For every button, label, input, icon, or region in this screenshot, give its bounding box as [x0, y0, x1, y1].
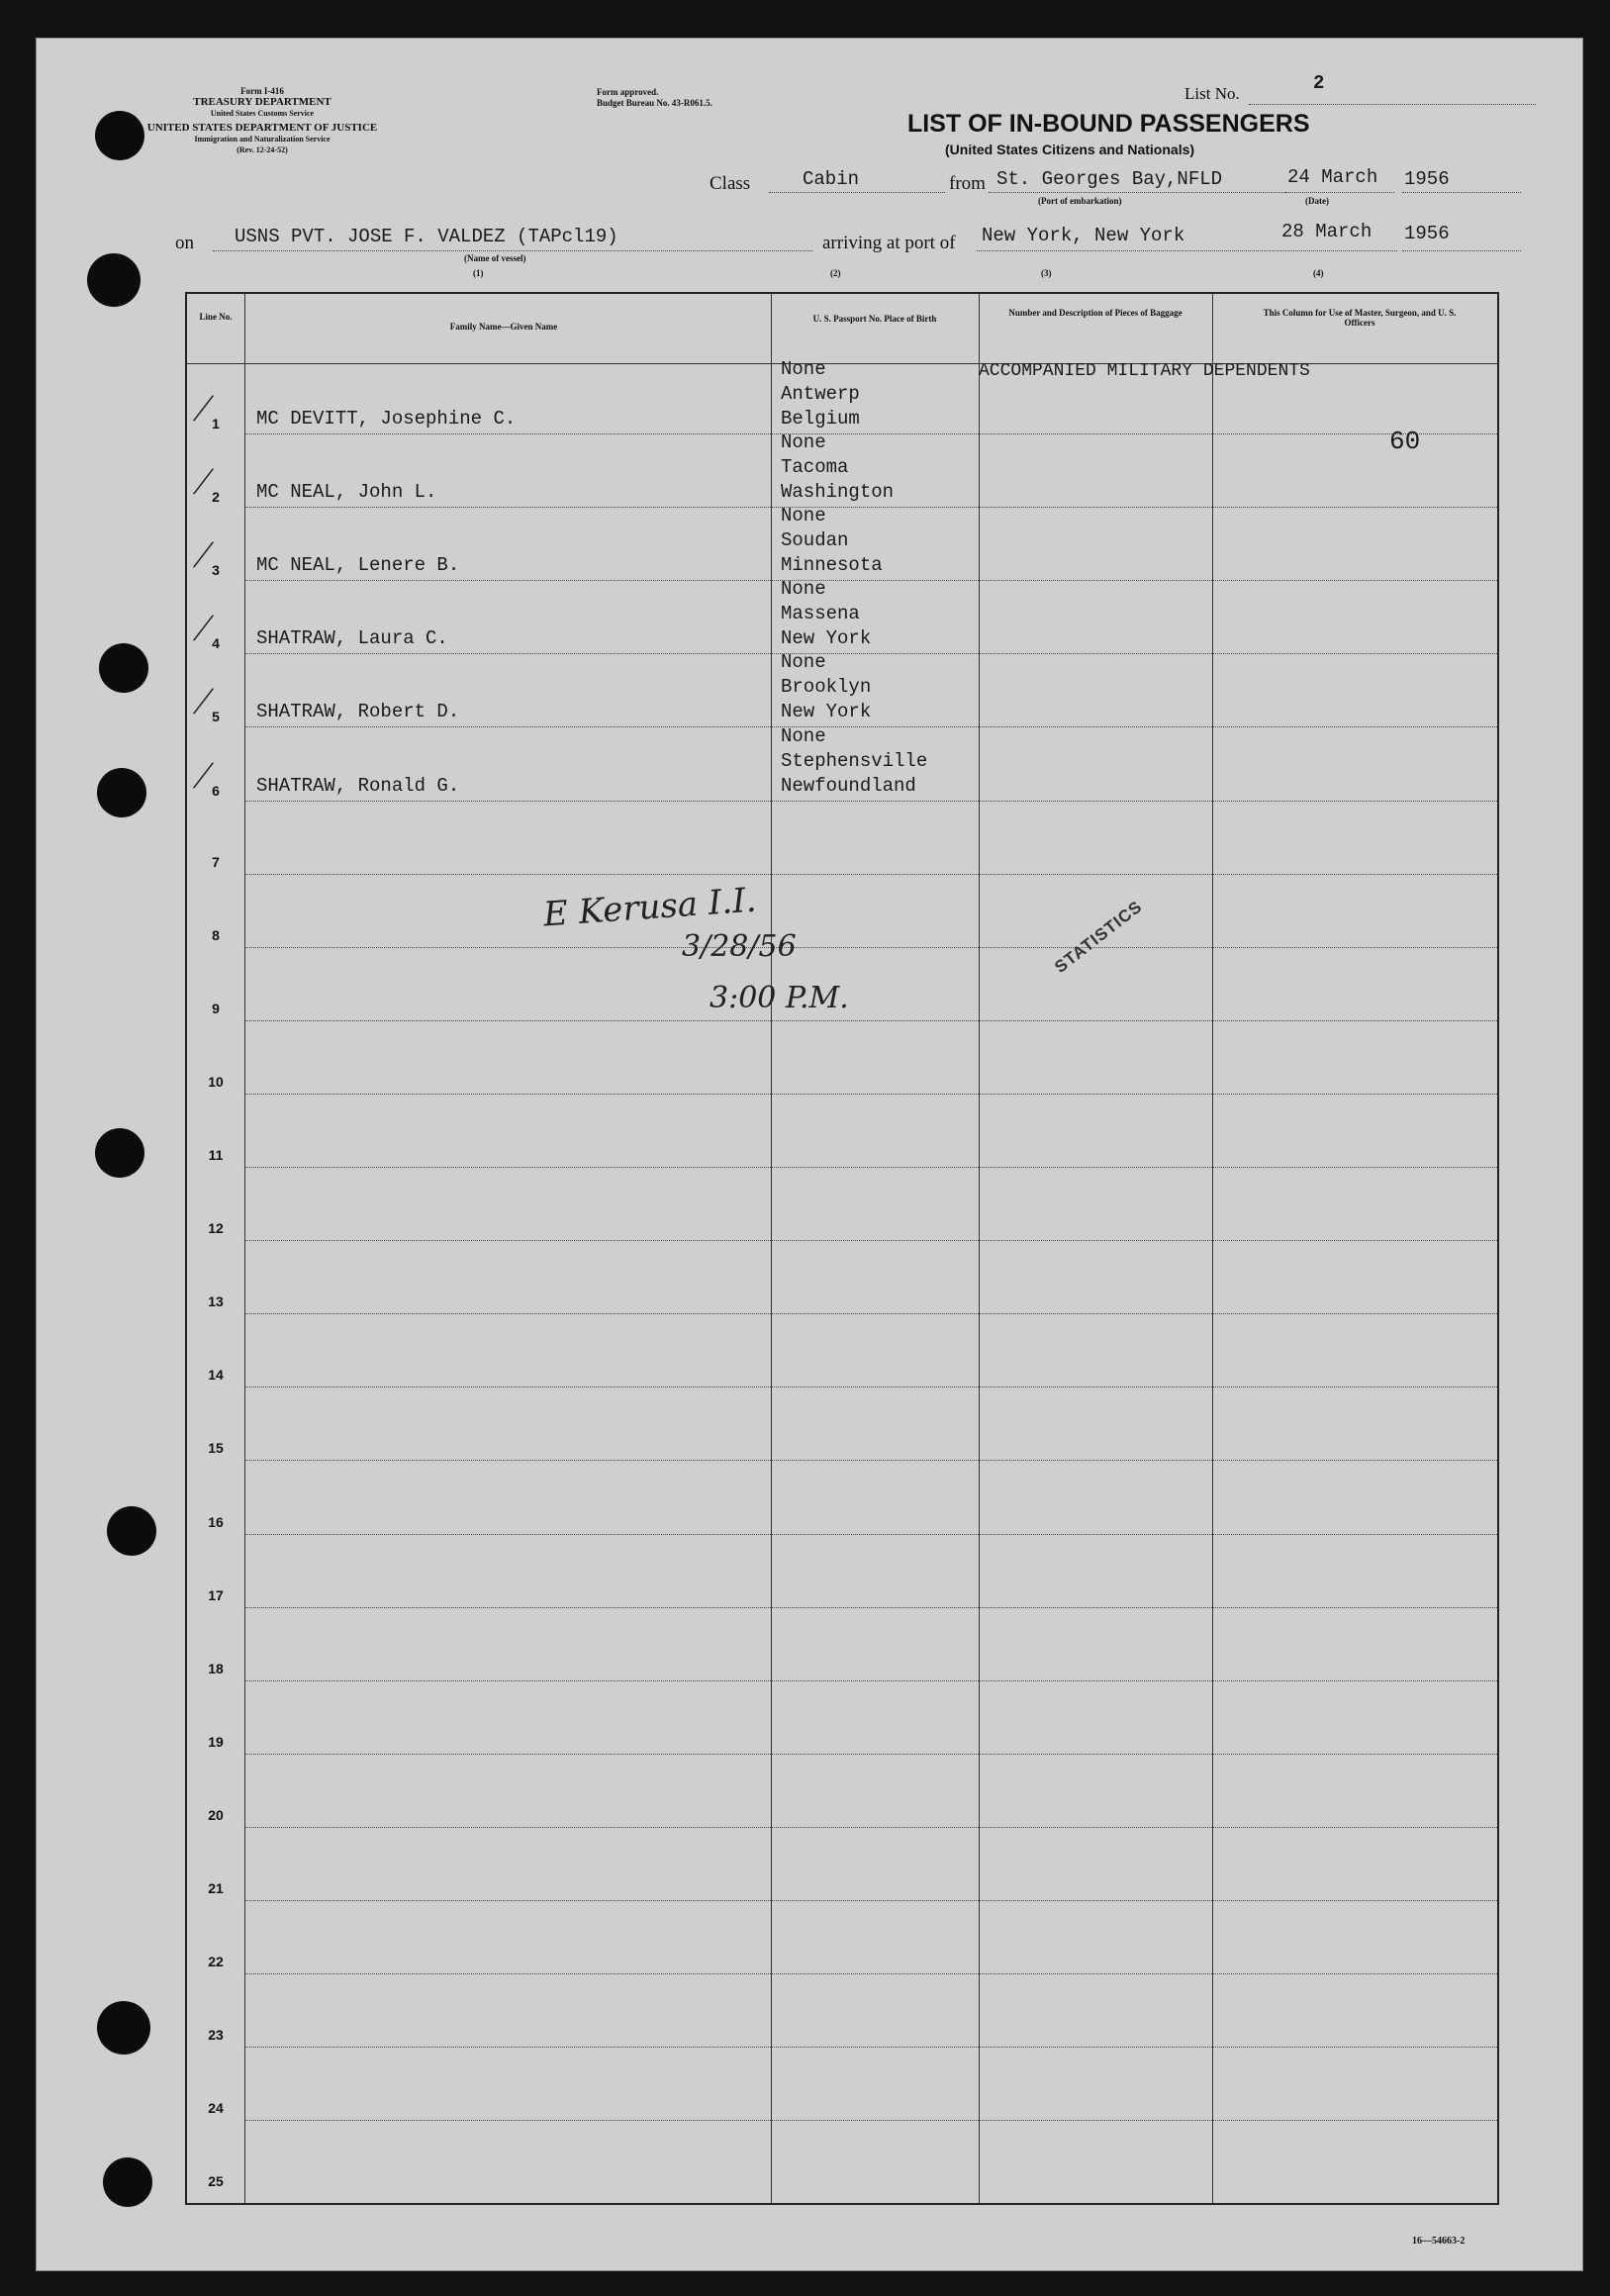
- line-number: 14: [208, 1367, 224, 1384]
- form-title: LIST OF IN-BOUND PASSENGERS: [907, 110, 1310, 138]
- passenger-name: SHATRAW, Robert D.: [256, 701, 460, 723]
- row-rule: [244, 801, 1497, 802]
- inspector-signature: E Kerusa I.I.: [541, 880, 758, 935]
- binder-hole: [95, 1128, 144, 1178]
- row-rule: [244, 1167, 1497, 1168]
- vessel-line: [213, 250, 812, 251]
- birth-state: New York: [781, 701, 872, 723]
- military-dependents-note: ACCOMPANIED MILITARY DEPENDENTS: [979, 361, 1310, 381]
- line-number: 5: [212, 709, 220, 725]
- check-mark-icon: ╱: [195, 616, 209, 641]
- row-rule: [244, 653, 1497, 654]
- officer-count: 60: [1389, 427, 1421, 456]
- list-no-value: 2: [1313, 72, 1325, 94]
- row-rule: [244, 1534, 1497, 1535]
- birth-city: Tacoma: [781, 456, 849, 479]
- col-head-passport: U. S. Passport No. Place of Birth: [812, 314, 937, 324]
- col-num-2: (2): [830, 268, 841, 278]
- birth-city: Stephensville: [781, 749, 928, 772]
- line-number: 18: [208, 1660, 224, 1676]
- row-rule: [244, 1313, 1497, 1314]
- row-rule: [244, 1680, 1497, 1681]
- passenger-name: MC NEAL, Lenere B.: [256, 554, 460, 577]
- class-label: Class: [710, 173, 751, 194]
- birth-city: Brooklyn: [781, 676, 872, 699]
- row-rule: [244, 1754, 1497, 1755]
- customs-service: United States Customs Service: [210, 109, 315, 118]
- birth-city: Antwerp: [781, 383, 860, 405]
- justice-dept: UNITED STATES DEPARTMENT OF JUSTICE: [146, 122, 378, 134]
- birth-state: Minnesota: [781, 554, 883, 577]
- line-number: 22: [208, 1954, 224, 1970]
- row-rule: [244, 874, 1497, 875]
- row-rule: [244, 433, 1497, 434]
- col-num-1: (1): [473, 268, 484, 278]
- row-rule: [244, 947, 1497, 948]
- row-rule: [244, 726, 1497, 727]
- passport-number: None: [781, 651, 826, 674]
- binder-hole: [97, 2001, 150, 2055]
- row-rule: [244, 2047, 1497, 2048]
- embark-year: 1956: [1404, 168, 1450, 190]
- passenger-name: MC NEAL, John L.: [256, 481, 437, 504]
- check-mark-icon: ╱: [195, 542, 209, 568]
- col-head-officers: This Column for Use of Master, Surgeon, and U. S. Officers: [1263, 308, 1457, 328]
- check-mark-icon: ╱: [195, 469, 209, 495]
- line-number: 20: [208, 1806, 224, 1823]
- line-number: 4: [212, 635, 220, 652]
- row-rule: [244, 1460, 1497, 1461]
- row-rule: [244, 1900, 1497, 1901]
- passport-number: None: [781, 578, 826, 601]
- arrival-year: 1956: [1404, 223, 1450, 244]
- arrival-date: 28 March: [1281, 221, 1373, 242]
- line-number: 12: [208, 1220, 224, 1237]
- birth-state: Newfoundland: [781, 774, 916, 797]
- passenger-name: SHATRAW, Laura C.: [256, 627, 448, 650]
- col-num-3: (3): [1041, 268, 1052, 278]
- passenger-name: MC DEVITT, Josephine C.: [256, 408, 517, 430]
- binder-hole: [97, 768, 146, 817]
- class-line: [769, 192, 945, 193]
- inspection-date: 3/28/56: [682, 929, 797, 964]
- row-rule: [244, 1020, 1497, 1021]
- budget-approval: [597, 87, 712, 109]
- line-number: 13: [208, 1293, 224, 1310]
- row-rule: [244, 1240, 1497, 1241]
- passport-number: None: [781, 724, 826, 747]
- line-number: 9: [212, 1000, 220, 1016]
- line-number: 11: [208, 1147, 224, 1163]
- line-number: 15: [208, 1440, 224, 1457]
- passport-number: None: [781, 358, 826, 380]
- row-rule: [244, 1827, 1497, 1828]
- vessel-caption: (Name of vessel): [464, 253, 526, 263]
- line-number: 25: [208, 2173, 224, 2190]
- port-embark-caption: (Port of embarkation): [1038, 196, 1122, 206]
- embark-date: 24 March: [1287, 166, 1378, 188]
- binder-hole: [103, 2157, 152, 2207]
- ins-service: Immigration and Naturalization Service: [194, 135, 331, 144]
- statistics-stamp: STATISTICS: [1051, 897, 1146, 977]
- line-number: 24: [208, 2100, 224, 2117]
- line-number: 2: [212, 489, 220, 506]
- form-subtitle: (United States Citizens and Nationals): [945, 142, 1195, 157]
- print-code: 16—54663-2: [1412, 2236, 1466, 2247]
- check-mark-icon: ╱: [195, 396, 209, 421]
- row-rule: [244, 580, 1497, 581]
- row-rule: [244, 1607, 1497, 1608]
- embark-date-line: [1285, 192, 1394, 193]
- line-number: 6: [212, 782, 220, 799]
- birth-state: New York: [781, 627, 872, 650]
- col-head-line: Line No.: [199, 312, 233, 322]
- binder-hole: [99, 643, 148, 693]
- line-number: 17: [208, 1586, 224, 1603]
- check-mark-icon: ╱: [195, 762, 209, 788]
- col-head-baggage: Number and Description of Pieces of Baggage: [1008, 308, 1183, 318]
- binder-hole: [95, 111, 144, 160]
- birth-state: Washington: [781, 481, 895, 504]
- vessel-name: USNS PVT. JOSE F. VALDEZ (TAPcl19): [235, 226, 618, 247]
- row-rule: [244, 507, 1497, 508]
- check-mark-icon: ╱: [195, 689, 209, 715]
- row-rule: [244, 1094, 1497, 1095]
- on-label: on: [175, 233, 194, 253]
- embark-year-line: [1402, 192, 1521, 193]
- line-number: 23: [208, 2027, 224, 2044]
- from-label: from: [949, 173, 986, 194]
- embark-line: [989, 192, 1285, 193]
- line-number: 8: [212, 926, 220, 943]
- line-number: 3: [212, 562, 220, 579]
- port-of-embarkation: St. Georges Bay,NFLD: [996, 168, 1223, 190]
- class-value: Cabin: [803, 168, 860, 190]
- revision: (Rev. 12-24-52): [237, 145, 288, 154]
- line-number: 19: [208, 1733, 224, 1750]
- line-number: 10: [208, 1073, 224, 1090]
- binder-hole: [107, 1506, 156, 1556]
- col-num-4: (4): [1313, 268, 1324, 278]
- date-caption: (Date): [1305, 196, 1329, 206]
- treasury-dept: TREASURY DEPARTMENT: [193, 96, 331, 108]
- list-no-label: List No.: [1184, 84, 1240, 103]
- row-rule: [244, 2120, 1497, 2121]
- passenger-table: [185, 292, 1499, 2205]
- birth-city: Massena: [781, 603, 860, 625]
- col-head-name: Family Name—Given Name: [449, 322, 558, 332]
- arrival-year-line: [1402, 250, 1521, 251]
- birth-state: Belgium: [781, 408, 860, 430]
- birth-city: Soudan: [781, 529, 849, 552]
- row-rule: [244, 1973, 1497, 1974]
- binder-hole: [87, 253, 141, 307]
- form-approved: Form approved.: [597, 87, 659, 97]
- arriving-label: arriving at port of: [822, 233, 956, 253]
- form-number: Form I-416: [240, 86, 284, 96]
- list-no-line: [1249, 104, 1536, 105]
- passport-number: None: [781, 431, 826, 454]
- budget-bureau: Budget Bureau No. 43-R061.5.: [597, 98, 712, 108]
- line-number: 21: [208, 1880, 224, 1896]
- document-page: [36, 38, 1583, 2271]
- passport-number: None: [781, 505, 826, 527]
- line-number: 7: [212, 853, 220, 870]
- port-of-arrival: New York, New York: [982, 225, 1185, 246]
- line-number: 1: [212, 416, 220, 431]
- agency-header: [124, 86, 401, 155]
- inspection-time: 3:00 P.M.: [710, 981, 849, 1015]
- arrival-line: [977, 250, 1397, 251]
- passenger-name: SHATRAW, Ronald G.: [256, 774, 460, 797]
- line-number: 16: [208, 1513, 224, 1530]
